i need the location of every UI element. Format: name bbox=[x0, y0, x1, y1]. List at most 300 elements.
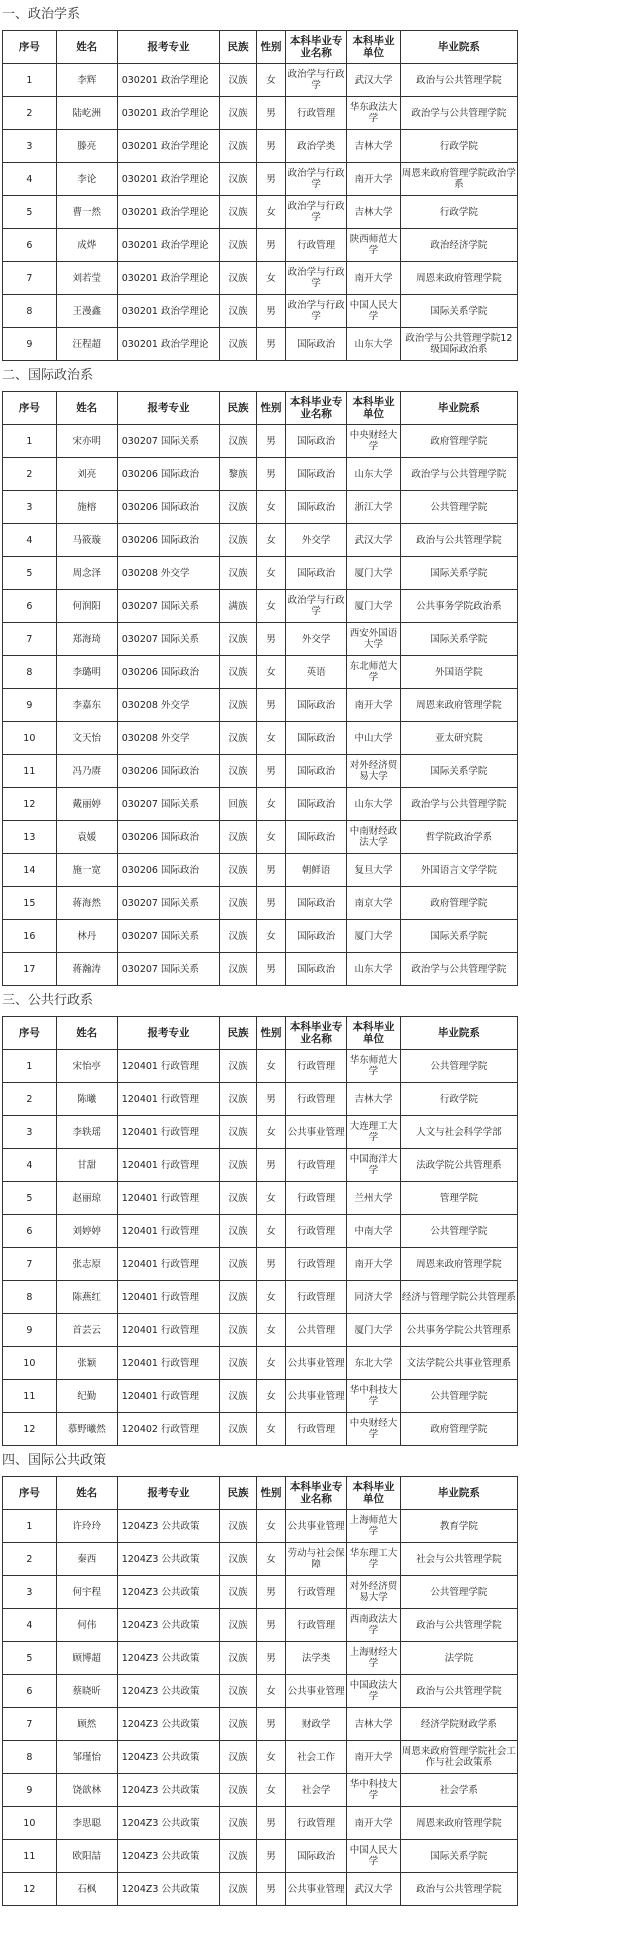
major-cell: 1204Z3 公共政策 bbox=[117, 1774, 220, 1807]
gender-cell: 女 bbox=[256, 1050, 285, 1083]
undergrad-major-cell: 国际政治 bbox=[286, 458, 347, 491]
undergrad-major-cell: 公共事业管理 bbox=[286, 1347, 347, 1380]
department-cell: 政治与公共管理学院 bbox=[400, 1675, 517, 1708]
department-cell: 周恩来政府管理学院 bbox=[400, 262, 517, 295]
name-cell: 慕野曦然 bbox=[56, 1413, 117, 1446]
undergrad-major-cell: 行政管理 bbox=[286, 1609, 347, 1642]
gender-cell: 女 bbox=[256, 64, 285, 97]
undergrad-major-cell: 政治学与行政学 bbox=[286, 590, 347, 623]
seq-cell: 12 bbox=[3, 1873, 57, 1906]
name-cell: 首芸云 bbox=[56, 1314, 117, 1347]
column-header: 民族 bbox=[220, 392, 257, 425]
department-cell: 文法学院公共事业管理系 bbox=[400, 1347, 517, 1380]
gender-cell: 男 bbox=[256, 1873, 285, 1906]
major-cell: 120401 行政管理 bbox=[117, 1314, 220, 1347]
department-cell: 公共管理学院 bbox=[400, 491, 517, 524]
name-cell: 林丹 bbox=[56, 920, 117, 953]
major-cell: 120401 行政管理 bbox=[117, 1083, 220, 1116]
department-cell: 外国语言文学学院 bbox=[400, 854, 517, 887]
major-cell: 120401 行政管理 bbox=[117, 1347, 220, 1380]
admission-table bbox=[2, 391, 518, 986]
major-cell: 1204Z3 公共政策 bbox=[117, 1609, 220, 1642]
major-cell: 030207 国际关系 bbox=[117, 887, 220, 920]
name-cell: 李璐明 bbox=[56, 656, 117, 689]
undergrad-school-cell: 山东大学 bbox=[347, 458, 401, 491]
department-cell: 公共管理学院 bbox=[400, 1380, 517, 1413]
gender-cell: 女 bbox=[256, 821, 285, 854]
seq-cell: 6 bbox=[3, 1675, 57, 1708]
major-cell: 030206 国际政治 bbox=[117, 821, 220, 854]
department-cell: 周恩来政府管理学院社会工作与社会政策系 bbox=[400, 1741, 517, 1774]
gender-cell: 女 bbox=[256, 1182, 285, 1215]
table-row bbox=[3, 1182, 518, 1215]
ethnicity-cell: 汉族 bbox=[220, 1840, 257, 1873]
ethnicity-cell: 汉族 bbox=[220, 755, 257, 788]
name-cell: 蒋瀚涛 bbox=[56, 953, 117, 986]
major-cell: 120401 行政管理 bbox=[117, 1149, 220, 1182]
name-cell: 李论 bbox=[56, 163, 117, 196]
department-cell: 公共管理学院 bbox=[400, 1215, 517, 1248]
ethnicity-cell: 汉族 bbox=[220, 328, 257, 361]
gender-cell: 男 bbox=[256, 1576, 285, 1609]
ethnicity-cell: 汉族 bbox=[220, 1314, 257, 1347]
column-header: 本科毕业单位 bbox=[347, 1017, 401, 1050]
undergrad-school-cell: 西安外国语大学 bbox=[347, 623, 401, 656]
column-header: 姓名 bbox=[56, 31, 117, 64]
section-title: 三、公共行政系 bbox=[2, 993, 94, 1008]
ethnicity-cell: 汉族 bbox=[220, 1642, 257, 1675]
table-row bbox=[3, 524, 518, 557]
undergrad-major-cell: 国际政治 bbox=[286, 689, 347, 722]
table-row bbox=[3, 1609, 518, 1642]
gender-cell: 女 bbox=[256, 1215, 285, 1248]
major-cell: 030207 国际关系 bbox=[117, 788, 220, 821]
table-row bbox=[3, 689, 518, 722]
table-row bbox=[3, 1774, 518, 1807]
undergrad-major-cell: 行政管理 bbox=[286, 1807, 347, 1840]
gender-cell: 女 bbox=[256, 920, 285, 953]
ethnicity-cell: 汉族 bbox=[220, 1281, 257, 1314]
undergrad-major-cell: 公共事业管理 bbox=[286, 1116, 347, 1149]
name-cell: 纪勤 bbox=[56, 1380, 117, 1413]
major-cell: 1204Z3 公共政策 bbox=[117, 1807, 220, 1840]
gender-cell: 男 bbox=[256, 1609, 285, 1642]
undergrad-school-cell: 南开大学 bbox=[347, 163, 401, 196]
department-cell: 国际关系学院 bbox=[400, 920, 517, 953]
seq-cell: 1 bbox=[3, 64, 57, 97]
name-cell: 许玲玲 bbox=[56, 1510, 117, 1543]
department-cell: 政治学与公共管理学院 bbox=[400, 97, 517, 130]
ethnicity-cell: 汉族 bbox=[220, 1413, 257, 1446]
ethnicity-cell: 汉族 bbox=[220, 1248, 257, 1281]
department-cell: 政治学与公共管理学院 bbox=[400, 788, 517, 821]
major-cell: 1204Z3 公共政策 bbox=[117, 1741, 220, 1774]
seq-cell: 5 bbox=[3, 1642, 57, 1675]
undergrad-major-cell: 政治学与行政学 bbox=[286, 163, 347, 196]
ethnicity-cell: 汉族 bbox=[220, 1807, 257, 1840]
undergrad-school-cell: 中山大学 bbox=[347, 722, 401, 755]
ethnicity-cell: 汉族 bbox=[220, 1182, 257, 1215]
table-row bbox=[3, 1675, 518, 1708]
seq-cell: 9 bbox=[3, 1774, 57, 1807]
undergrad-major-cell: 劳动与社会保障 bbox=[286, 1543, 347, 1576]
name-cell: 施榕 bbox=[56, 491, 117, 524]
department-cell: 政府管理学院 bbox=[400, 1413, 517, 1446]
undergrad-major-cell: 行政管理 bbox=[286, 1576, 347, 1609]
column-header: 序号 bbox=[3, 1477, 57, 1510]
ethnicity-cell: 汉族 bbox=[220, 97, 257, 130]
table-row bbox=[3, 295, 518, 328]
seq-cell: 10 bbox=[3, 722, 57, 755]
table-row bbox=[3, 163, 518, 196]
major-cell: 1204Z3 公共政策 bbox=[117, 1675, 220, 1708]
table-row bbox=[3, 1413, 518, 1446]
undergrad-school-cell: 吉林大学 bbox=[347, 1708, 401, 1741]
undergrad-school-cell: 吉林大学 bbox=[347, 196, 401, 229]
column-header: 毕业院系 bbox=[400, 1477, 517, 1510]
ethnicity-cell: 汉族 bbox=[220, 821, 257, 854]
name-cell: 刘若莹 bbox=[56, 262, 117, 295]
undergrad-major-cell: 行政管理 bbox=[286, 1215, 347, 1248]
undergrad-major-cell: 行政管理 bbox=[286, 1149, 347, 1182]
name-cell: 何润阳 bbox=[56, 590, 117, 623]
column-header: 本科毕业专业名称 bbox=[286, 392, 347, 425]
seq-cell: 5 bbox=[3, 557, 57, 590]
seq-cell: 3 bbox=[3, 491, 57, 524]
seq-cell: 6 bbox=[3, 229, 57, 262]
table-row bbox=[3, 1873, 518, 1906]
ethnicity-cell: 汉族 bbox=[220, 656, 257, 689]
ethnicity-cell: 汉族 bbox=[220, 1576, 257, 1609]
major-cell: 030207 国际关系 bbox=[117, 590, 220, 623]
name-cell: 冯乃赓 bbox=[56, 755, 117, 788]
seq-cell: 14 bbox=[3, 854, 57, 887]
major-cell: 030208 外交学 bbox=[117, 689, 220, 722]
seq-cell: 2 bbox=[3, 97, 57, 130]
seq-cell: 8 bbox=[3, 1281, 57, 1314]
gender-cell: 男 bbox=[256, 1840, 285, 1873]
department-cell: 公共管理学院 bbox=[400, 1050, 517, 1083]
seq-cell: 11 bbox=[3, 1380, 57, 1413]
table-row bbox=[3, 328, 518, 361]
undergrad-major-cell: 英语 bbox=[286, 656, 347, 689]
table-row bbox=[3, 1248, 518, 1281]
undergrad-school-cell: 武汉大学 bbox=[347, 1873, 401, 1906]
name-cell: 赵丽琼 bbox=[56, 1182, 117, 1215]
column-header: 性别 bbox=[256, 1017, 285, 1050]
major-cell: 030201 政治学理论 bbox=[117, 196, 220, 229]
undergrad-major-cell: 国际政治 bbox=[286, 788, 347, 821]
seq-cell: 5 bbox=[3, 196, 57, 229]
gender-cell: 女 bbox=[256, 788, 285, 821]
table-row bbox=[3, 722, 518, 755]
undergrad-school-cell: 南开大学 bbox=[347, 689, 401, 722]
table-row bbox=[3, 887, 518, 920]
table-row bbox=[3, 557, 518, 590]
name-cell: 甘甜 bbox=[56, 1149, 117, 1182]
seq-cell: 4 bbox=[3, 524, 57, 557]
column-header: 报考专业 bbox=[117, 1477, 220, 1510]
major-cell: 120401 行政管理 bbox=[117, 1215, 220, 1248]
major-cell: 120401 行政管理 bbox=[117, 1380, 220, 1413]
admission-table bbox=[2, 1476, 518, 1906]
gender-cell: 男 bbox=[256, 854, 285, 887]
undergrad-school-cell: 陕西师范大学 bbox=[347, 229, 401, 262]
table-row bbox=[3, 425, 518, 458]
undergrad-school-cell: 山东大学 bbox=[347, 953, 401, 986]
major-cell: 1204Z3 公共政策 bbox=[117, 1576, 220, 1609]
name-cell: 宋怡亭 bbox=[56, 1050, 117, 1083]
table-row bbox=[3, 1050, 518, 1083]
major-cell: 120401 行政管理 bbox=[117, 1116, 220, 1149]
gender-cell: 女 bbox=[256, 1510, 285, 1543]
name-cell: 邹瑾怡 bbox=[56, 1741, 117, 1774]
undergrad-school-cell: 武汉大学 bbox=[347, 64, 401, 97]
name-cell: 滕亮 bbox=[56, 130, 117, 163]
ethnicity-cell: 汉族 bbox=[220, 130, 257, 163]
department-cell: 周恩来政府管理学院 bbox=[400, 1807, 517, 1840]
ethnicity-cell: 汉族 bbox=[220, 196, 257, 229]
undergrad-school-cell: 中国人民大学 bbox=[347, 1840, 401, 1873]
department-cell: 周恩来政府管理学院 bbox=[400, 1248, 517, 1281]
name-cell: 李轶瑶 bbox=[56, 1116, 117, 1149]
ethnicity-cell: 汉族 bbox=[220, 1708, 257, 1741]
gender-cell: 女 bbox=[256, 196, 285, 229]
undergrad-major-cell: 政治学与行政学 bbox=[286, 64, 347, 97]
ethnicity-cell: 汉族 bbox=[220, 425, 257, 458]
table-row bbox=[3, 130, 518, 163]
name-cell: 顾然 bbox=[56, 1708, 117, 1741]
seq-cell: 13 bbox=[3, 821, 57, 854]
department-cell: 国际关系学院 bbox=[400, 557, 517, 590]
undergrad-school-cell: 复旦大学 bbox=[347, 854, 401, 887]
ethnicity-cell: 回族 bbox=[220, 788, 257, 821]
department-cell: 政治与公共管理学院 bbox=[400, 64, 517, 97]
ethnicity-cell: 黎族 bbox=[220, 458, 257, 491]
name-cell: 张颖 bbox=[56, 1347, 117, 1380]
gender-cell: 女 bbox=[256, 1116, 285, 1149]
name-cell: 文天怡 bbox=[56, 722, 117, 755]
ethnicity-cell: 汉族 bbox=[220, 163, 257, 196]
undergrad-major-cell: 法学类 bbox=[286, 1642, 347, 1675]
undergrad-school-cell: 上海财经大学 bbox=[347, 1642, 401, 1675]
name-cell: 李嘉东 bbox=[56, 689, 117, 722]
name-cell: 石枫 bbox=[56, 1873, 117, 1906]
major-cell: 030201 政治学理论 bbox=[117, 97, 220, 130]
table-row bbox=[3, 1215, 518, 1248]
department-cell: 国际关系学院 bbox=[400, 755, 517, 788]
table-row bbox=[3, 1741, 518, 1774]
major-cell: 1204Z3 公共政策 bbox=[117, 1510, 220, 1543]
undergrad-school-cell: 南开大学 bbox=[347, 1248, 401, 1281]
table-header-row bbox=[3, 1017, 518, 1050]
ethnicity-cell: 汉族 bbox=[220, 262, 257, 295]
name-cell: 顾博超 bbox=[56, 1642, 117, 1675]
major-cell: 030206 国际政治 bbox=[117, 458, 220, 491]
name-cell: 陆屹洲 bbox=[56, 97, 117, 130]
name-cell: 张志原 bbox=[56, 1248, 117, 1281]
seq-cell: 1 bbox=[3, 1050, 57, 1083]
ethnicity-cell: 汉族 bbox=[220, 1116, 257, 1149]
gender-cell: 女 bbox=[256, 557, 285, 590]
undergrad-school-cell: 华东政法大学 bbox=[347, 97, 401, 130]
department-cell: 国际关系学院 bbox=[400, 1840, 517, 1873]
department-cell: 公共事务学院政治系 bbox=[400, 590, 517, 623]
major-cell: 030208 外交学 bbox=[117, 722, 220, 755]
name-cell: 郑海琦 bbox=[56, 623, 117, 656]
seq-cell: 15 bbox=[3, 887, 57, 920]
seq-cell: 1 bbox=[3, 1510, 57, 1543]
gender-cell: 男 bbox=[256, 1083, 285, 1116]
gender-cell: 女 bbox=[256, 1741, 285, 1774]
table-row bbox=[3, 229, 518, 262]
undergrad-major-cell: 政治学与行政学 bbox=[286, 262, 347, 295]
column-header: 序号 bbox=[3, 392, 57, 425]
major-cell: 030206 国际政治 bbox=[117, 854, 220, 887]
section-title: 二、国际政治系 bbox=[2, 368, 94, 383]
major-cell: 120401 行政管理 bbox=[117, 1281, 220, 1314]
admission-table bbox=[2, 1016, 518, 1446]
table-row bbox=[3, 1807, 518, 1840]
gender-cell: 男 bbox=[256, 163, 285, 196]
name-cell: 成烨 bbox=[56, 229, 117, 262]
gender-cell: 男 bbox=[256, 97, 285, 130]
undergrad-school-cell: 华中科技大学 bbox=[347, 1380, 401, 1413]
ethnicity-cell: 汉族 bbox=[220, 295, 257, 328]
name-cell: 宋亦明 bbox=[56, 425, 117, 458]
gender-cell: 男 bbox=[256, 887, 285, 920]
undergrad-school-cell: 华中科技大学 bbox=[347, 1774, 401, 1807]
undergrad-major-cell: 政治学类 bbox=[286, 130, 347, 163]
name-cell: 刘婷婷 bbox=[56, 1215, 117, 1248]
gender-cell: 男 bbox=[256, 1642, 285, 1675]
major-cell: 030206 国际政治 bbox=[117, 524, 220, 557]
undergrad-school-cell: 厦门大学 bbox=[347, 920, 401, 953]
column-header: 民族 bbox=[220, 31, 257, 64]
column-header: 性别 bbox=[256, 31, 285, 64]
seq-cell: 2 bbox=[3, 458, 57, 491]
seq-cell: 2 bbox=[3, 1543, 57, 1576]
gender-cell: 男 bbox=[256, 229, 285, 262]
department-cell: 管理学院 bbox=[400, 1182, 517, 1215]
seq-cell: 11 bbox=[3, 755, 57, 788]
undergrad-school-cell: 上海师范大学 bbox=[347, 1510, 401, 1543]
undergrad-major-cell: 行政管理 bbox=[286, 97, 347, 130]
column-header: 本科毕业专业名称 bbox=[286, 1017, 347, 1050]
major-cell: 030206 国际政治 bbox=[117, 491, 220, 524]
name-cell: 陈燕红 bbox=[56, 1281, 117, 1314]
gender-cell: 女 bbox=[256, 1347, 285, 1380]
undergrad-major-cell: 外交学 bbox=[286, 623, 347, 656]
table-row bbox=[3, 1347, 518, 1380]
name-cell: 周念泽 bbox=[56, 557, 117, 590]
seq-cell: 8 bbox=[3, 656, 57, 689]
name-cell: 李辉 bbox=[56, 64, 117, 97]
seq-cell: 4 bbox=[3, 1609, 57, 1642]
undergrad-school-cell: 吉林大学 bbox=[347, 130, 401, 163]
undergrad-school-cell: 武汉大学 bbox=[347, 524, 401, 557]
ethnicity-cell: 汉族 bbox=[220, 1609, 257, 1642]
undergrad-major-cell: 公共管理 bbox=[286, 1314, 347, 1347]
department-cell: 政治学与公共管理学院12级国际政治系 bbox=[400, 328, 517, 361]
ethnicity-cell: 汉族 bbox=[220, 854, 257, 887]
undergrad-major-cell: 公共事业管理 bbox=[286, 1380, 347, 1413]
ethnicity-cell: 汉族 bbox=[220, 524, 257, 557]
department-cell: 政府管理学院 bbox=[400, 425, 517, 458]
table-row bbox=[3, 1708, 518, 1741]
table-row bbox=[3, 64, 518, 97]
department-cell: 政治与公共管理学院 bbox=[400, 1609, 517, 1642]
column-header: 姓名 bbox=[56, 392, 117, 425]
table-row bbox=[3, 1281, 518, 1314]
seq-cell: 12 bbox=[3, 788, 57, 821]
ethnicity-cell: 汉族 bbox=[220, 1050, 257, 1083]
seq-cell: 7 bbox=[3, 623, 57, 656]
undergrad-school-cell: 山东大学 bbox=[347, 328, 401, 361]
department-cell: 行政学院 bbox=[400, 130, 517, 163]
seq-cell: 10 bbox=[3, 1807, 57, 1840]
undergrad-school-cell: 中南大学 bbox=[347, 1215, 401, 1248]
ethnicity-cell: 汉族 bbox=[220, 920, 257, 953]
name-cell: 施一宽 bbox=[56, 854, 117, 887]
undergrad-school-cell: 东北大学 bbox=[347, 1347, 401, 1380]
undergrad-school-cell: 浙江大学 bbox=[347, 491, 401, 524]
major-cell: 120401 行政管理 bbox=[117, 1050, 220, 1083]
ethnicity-cell: 汉族 bbox=[220, 689, 257, 722]
seq-cell: 3 bbox=[3, 1116, 57, 1149]
table-row bbox=[3, 1576, 518, 1609]
gender-cell: 男 bbox=[256, 130, 285, 163]
undergrad-major-cell: 国际政治 bbox=[286, 557, 347, 590]
table-row bbox=[3, 1510, 518, 1543]
seq-cell: 10 bbox=[3, 1347, 57, 1380]
undergrad-school-cell: 同济大学 bbox=[347, 1281, 401, 1314]
gender-cell: 女 bbox=[256, 262, 285, 295]
department-cell: 外国语学院 bbox=[400, 656, 517, 689]
column-header: 姓名 bbox=[56, 1017, 117, 1050]
undergrad-major-cell: 行政管理 bbox=[286, 1281, 347, 1314]
gender-cell: 女 bbox=[256, 1543, 285, 1576]
table-row bbox=[3, 1642, 518, 1675]
undergrad-school-cell: 南京大学 bbox=[347, 887, 401, 920]
department-cell: 教育学院 bbox=[400, 1510, 517, 1543]
ethnicity-cell: 满族 bbox=[220, 590, 257, 623]
undergrad-major-cell: 行政管理 bbox=[286, 1248, 347, 1281]
undergrad-school-cell: 西南政法大学 bbox=[347, 1609, 401, 1642]
seq-cell: 8 bbox=[3, 295, 57, 328]
column-header: 本科毕业专业名称 bbox=[286, 1477, 347, 1510]
major-cell: 030201 政治学理论 bbox=[117, 229, 220, 262]
undergrad-major-cell: 国际政治 bbox=[286, 755, 347, 788]
gender-cell: 女 bbox=[256, 1314, 285, 1347]
gender-cell: 男 bbox=[256, 328, 285, 361]
undergrad-school-cell: 南开大学 bbox=[347, 1807, 401, 1840]
seq-cell: 16 bbox=[3, 920, 57, 953]
ethnicity-cell: 汉族 bbox=[220, 1774, 257, 1807]
table-row bbox=[3, 590, 518, 623]
undergrad-major-cell: 国际政治 bbox=[286, 821, 347, 854]
name-cell: 袁媛 bbox=[56, 821, 117, 854]
ethnicity-cell: 汉族 bbox=[220, 557, 257, 590]
undergrad-major-cell: 朝鲜语 bbox=[286, 854, 347, 887]
table-row bbox=[3, 755, 518, 788]
name-cell: 马筱璇 bbox=[56, 524, 117, 557]
department-cell: 哲学院政治学系 bbox=[400, 821, 517, 854]
column-header: 姓名 bbox=[56, 1477, 117, 1510]
undergrad-major-cell: 社会学 bbox=[286, 1774, 347, 1807]
section-title: 四、国际公共政策 bbox=[2, 1453, 107, 1468]
name-cell: 王漫鑫 bbox=[56, 295, 117, 328]
